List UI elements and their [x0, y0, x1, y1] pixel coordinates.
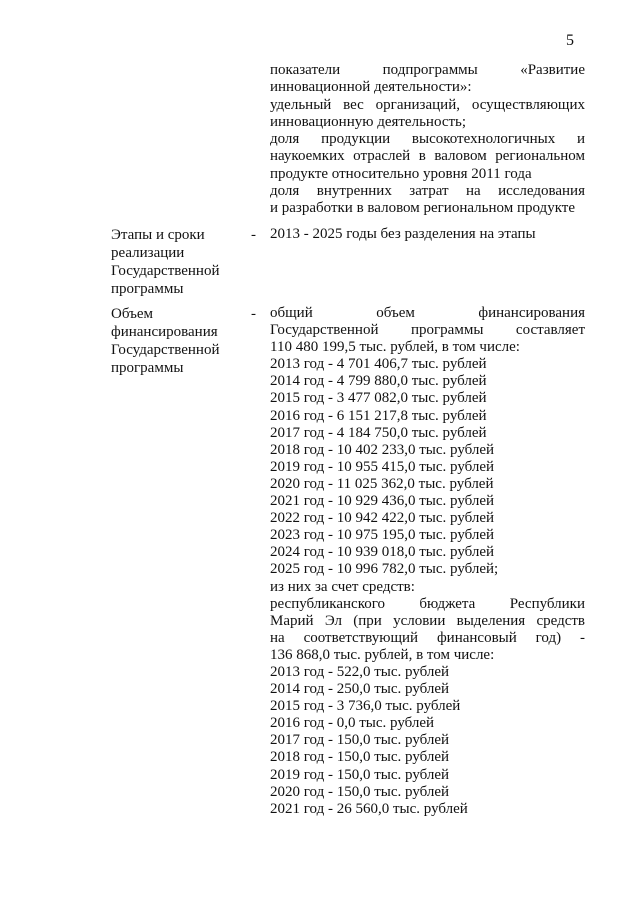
label-line: программы — [111, 360, 184, 376]
funding-line: из них за счет средств: — [270, 578, 415, 595]
funding-line: 2014 год - 4 799 880,0 тыс. рублей — [270, 373, 487, 390]
funding-line: 2022 год - 10 942 422,0 тыс. рублей — [270, 510, 495, 527]
funding-line: Марий Эл (при условии выделения средств — [270, 612, 585, 629]
funding-line: 2015 год - 3 736,0 тыс. рублей — [270, 698, 461, 715]
funding-line: 2013 год - 4 701 406,7 тыс. рублей — [270, 356, 487, 373]
funding-line: 2021 год - 26 560,0 тыс. рублей — [270, 800, 468, 817]
text-line: удельный вес организаций, осуществляющих — [270, 96, 585, 113]
funding-line: 2013 год - 522,0 тыс. рублей — [270, 663, 450, 680]
funding-line: 2018 год - 150,0 тыс. рублей — [270, 749, 450, 766]
text-line: доля внутренних затрат на исследования — [270, 183, 585, 200]
label-line: программы — [111, 281, 184, 297]
funding-line: 2025 год - 10 996 782,0 тыс. рублей; — [270, 561, 499, 578]
page-number: 5 — [566, 32, 574, 49]
funding-line: 2021 год - 10 929 436,0 тыс. рублей — [270, 493, 495, 510]
funding-line: 136 868,0 тыс. рублей, в том числе: — [270, 646, 495, 663]
funding-line: 2016 год - 6 151 217,8 тыс. рублей — [270, 407, 487, 424]
stages-label — [111, 226, 239, 298]
stages-dash: - — [251, 227, 256, 243]
finance-label — [111, 305, 239, 377]
label-line: финансирования — [111, 324, 218, 340]
funding-line: 2020 год - 150,0 тыс. рублей — [270, 783, 450, 800]
finance-dash: - — [251, 306, 256, 322]
funding-line: 110 480 199,5 тыс. рублей, в том числе: — [270, 339, 520, 356]
text-line: и разработки в валовом региональном продукте — [270, 200, 575, 217]
text-line: инновационную деятельность; — [270, 113, 467, 130]
funding-line: 2019 год - 150,0 тыс. рублей — [270, 766, 450, 783]
label-line: Этапы и сроки — [111, 227, 205, 243]
funding-line: Государственной программы составляет — [270, 322, 585, 339]
stages-value: 2013 - 2025 годы без разделения на этапы — [270, 226, 536, 242]
text-line: продукте относительно уровня 2011 года — [270, 165, 532, 182]
funding-line: 2023 год - 10 975 195,0 тыс. рублей — [270, 527, 495, 544]
funding-line: 2015 год - 3 477 082,0 тыс. рублей — [270, 390, 487, 407]
label-line: Объем — [111, 306, 153, 322]
text-line: наукоемких отраслей в валовом региональном — [270, 148, 585, 165]
funding-line: 2019 год - 10 955 415,0 тыс. рублей — [270, 458, 495, 475]
funding-line: 2024 год - 10 939 018,0 тыс. рублей — [270, 544, 495, 561]
text-line: инновационной деятельности»: — [270, 79, 472, 96]
funding-line: 2014 год - 250,0 тыс. рублей — [270, 681, 450, 698]
funding-line: 2020 год - 11 025 362,0 тыс. рублей — [270, 475, 494, 492]
finance-value — [270, 305, 585, 818]
label-line: Государственной — [111, 263, 220, 279]
funding-line: 2017 год - 4 184 750,0 тыс. рублей — [270, 424, 487, 441]
text-line: показатели подпрограммы «Развитие — [270, 62, 585, 78]
label-line: Государственной — [111, 342, 220, 358]
funding-line: на соответствующий финансовый год) - — [270, 629, 585, 646]
subprogram-indicators-text — [270, 62, 585, 218]
funding-line: 2017 год - 150,0 тыс. рублей — [270, 732, 450, 749]
label-line: реализации — [111, 245, 185, 261]
funding-line: республиканского бюджета Республики — [270, 595, 585, 612]
text-line: доля продукции высокотехнологичных и — [270, 131, 585, 148]
funding-line: 2016 год - 0,0 тыс. рублей — [270, 715, 435, 732]
funding-line: 2018 год - 10 402 233,0 тыс. рублей — [270, 441, 495, 458]
funding-line: общий объем финансирования — [270, 305, 585, 321]
